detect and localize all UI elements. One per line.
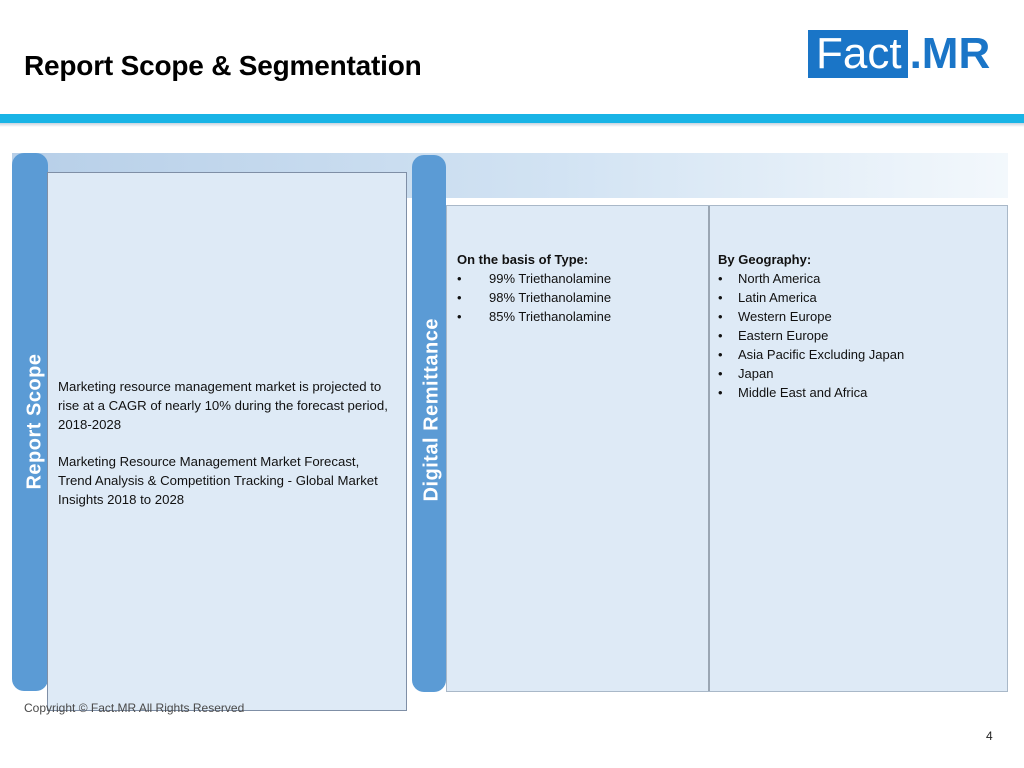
list-item: • Latin America bbox=[718, 288, 998, 307]
list-item: • 85% Triethanolamine bbox=[457, 307, 697, 326]
list-item: • Eastern Europe bbox=[718, 326, 998, 345]
logo-main-text: Fact bbox=[808, 30, 908, 78]
header-rule-shadow bbox=[0, 123, 1024, 127]
list-item: • Japan bbox=[718, 364, 998, 383]
header-accent-rule bbox=[0, 114, 1024, 123]
segment-geography-list bbox=[718, 269, 998, 402]
report-scope-panel bbox=[47, 172, 407, 711]
logo-suffix-text: .MR bbox=[909, 29, 991, 78]
segment-type-list bbox=[457, 269, 697, 326]
list-item: • 98% Triethanolamine bbox=[457, 288, 697, 307]
report-scope-label: Report Scope bbox=[23, 353, 46, 490]
report-scope-text bbox=[58, 377, 393, 527]
scope-paragraph-cagr: Marketing resource management market is projected to rise at a CAGR of nearly 10% during the forecast period, 2018-2028 bbox=[58, 379, 388, 432]
list-item: • Western Europe bbox=[718, 307, 998, 326]
segment-geography-column bbox=[718, 250, 998, 402]
segmentation-panel bbox=[446, 205, 1008, 692]
copyright-notice: Copyright © Fact.MR All Rights Reserved bbox=[24, 701, 245, 715]
list-item: • Asia Pacific Excluding Japan bbox=[718, 345, 998, 364]
segment-type-column bbox=[457, 250, 697, 326]
segment-type-heading: On the basis of Type: bbox=[457, 252, 589, 267]
list-item: • Middle East and Africa bbox=[718, 383, 998, 402]
list-item: • 99% Triethanolamine bbox=[457, 269, 697, 288]
page-title: Report Scope & Segmentation bbox=[24, 50, 422, 81]
page-number: 4 bbox=[986, 729, 993, 743]
segmentation-label: Digital Remittance bbox=[420, 318, 443, 502]
fact-mr-logo bbox=[808, 30, 990, 78]
scope-paragraph-title: Marketing Resource Management Market Forecast, Trend Analysis & Competition Tracking - Global Market Insights 2018 to 2028 bbox=[58, 454, 378, 507]
list-item: • North America bbox=[718, 269, 998, 288]
segment-geography-heading: By Geography: bbox=[718, 252, 812, 267]
segmentation-column-divider bbox=[708, 206, 710, 691]
